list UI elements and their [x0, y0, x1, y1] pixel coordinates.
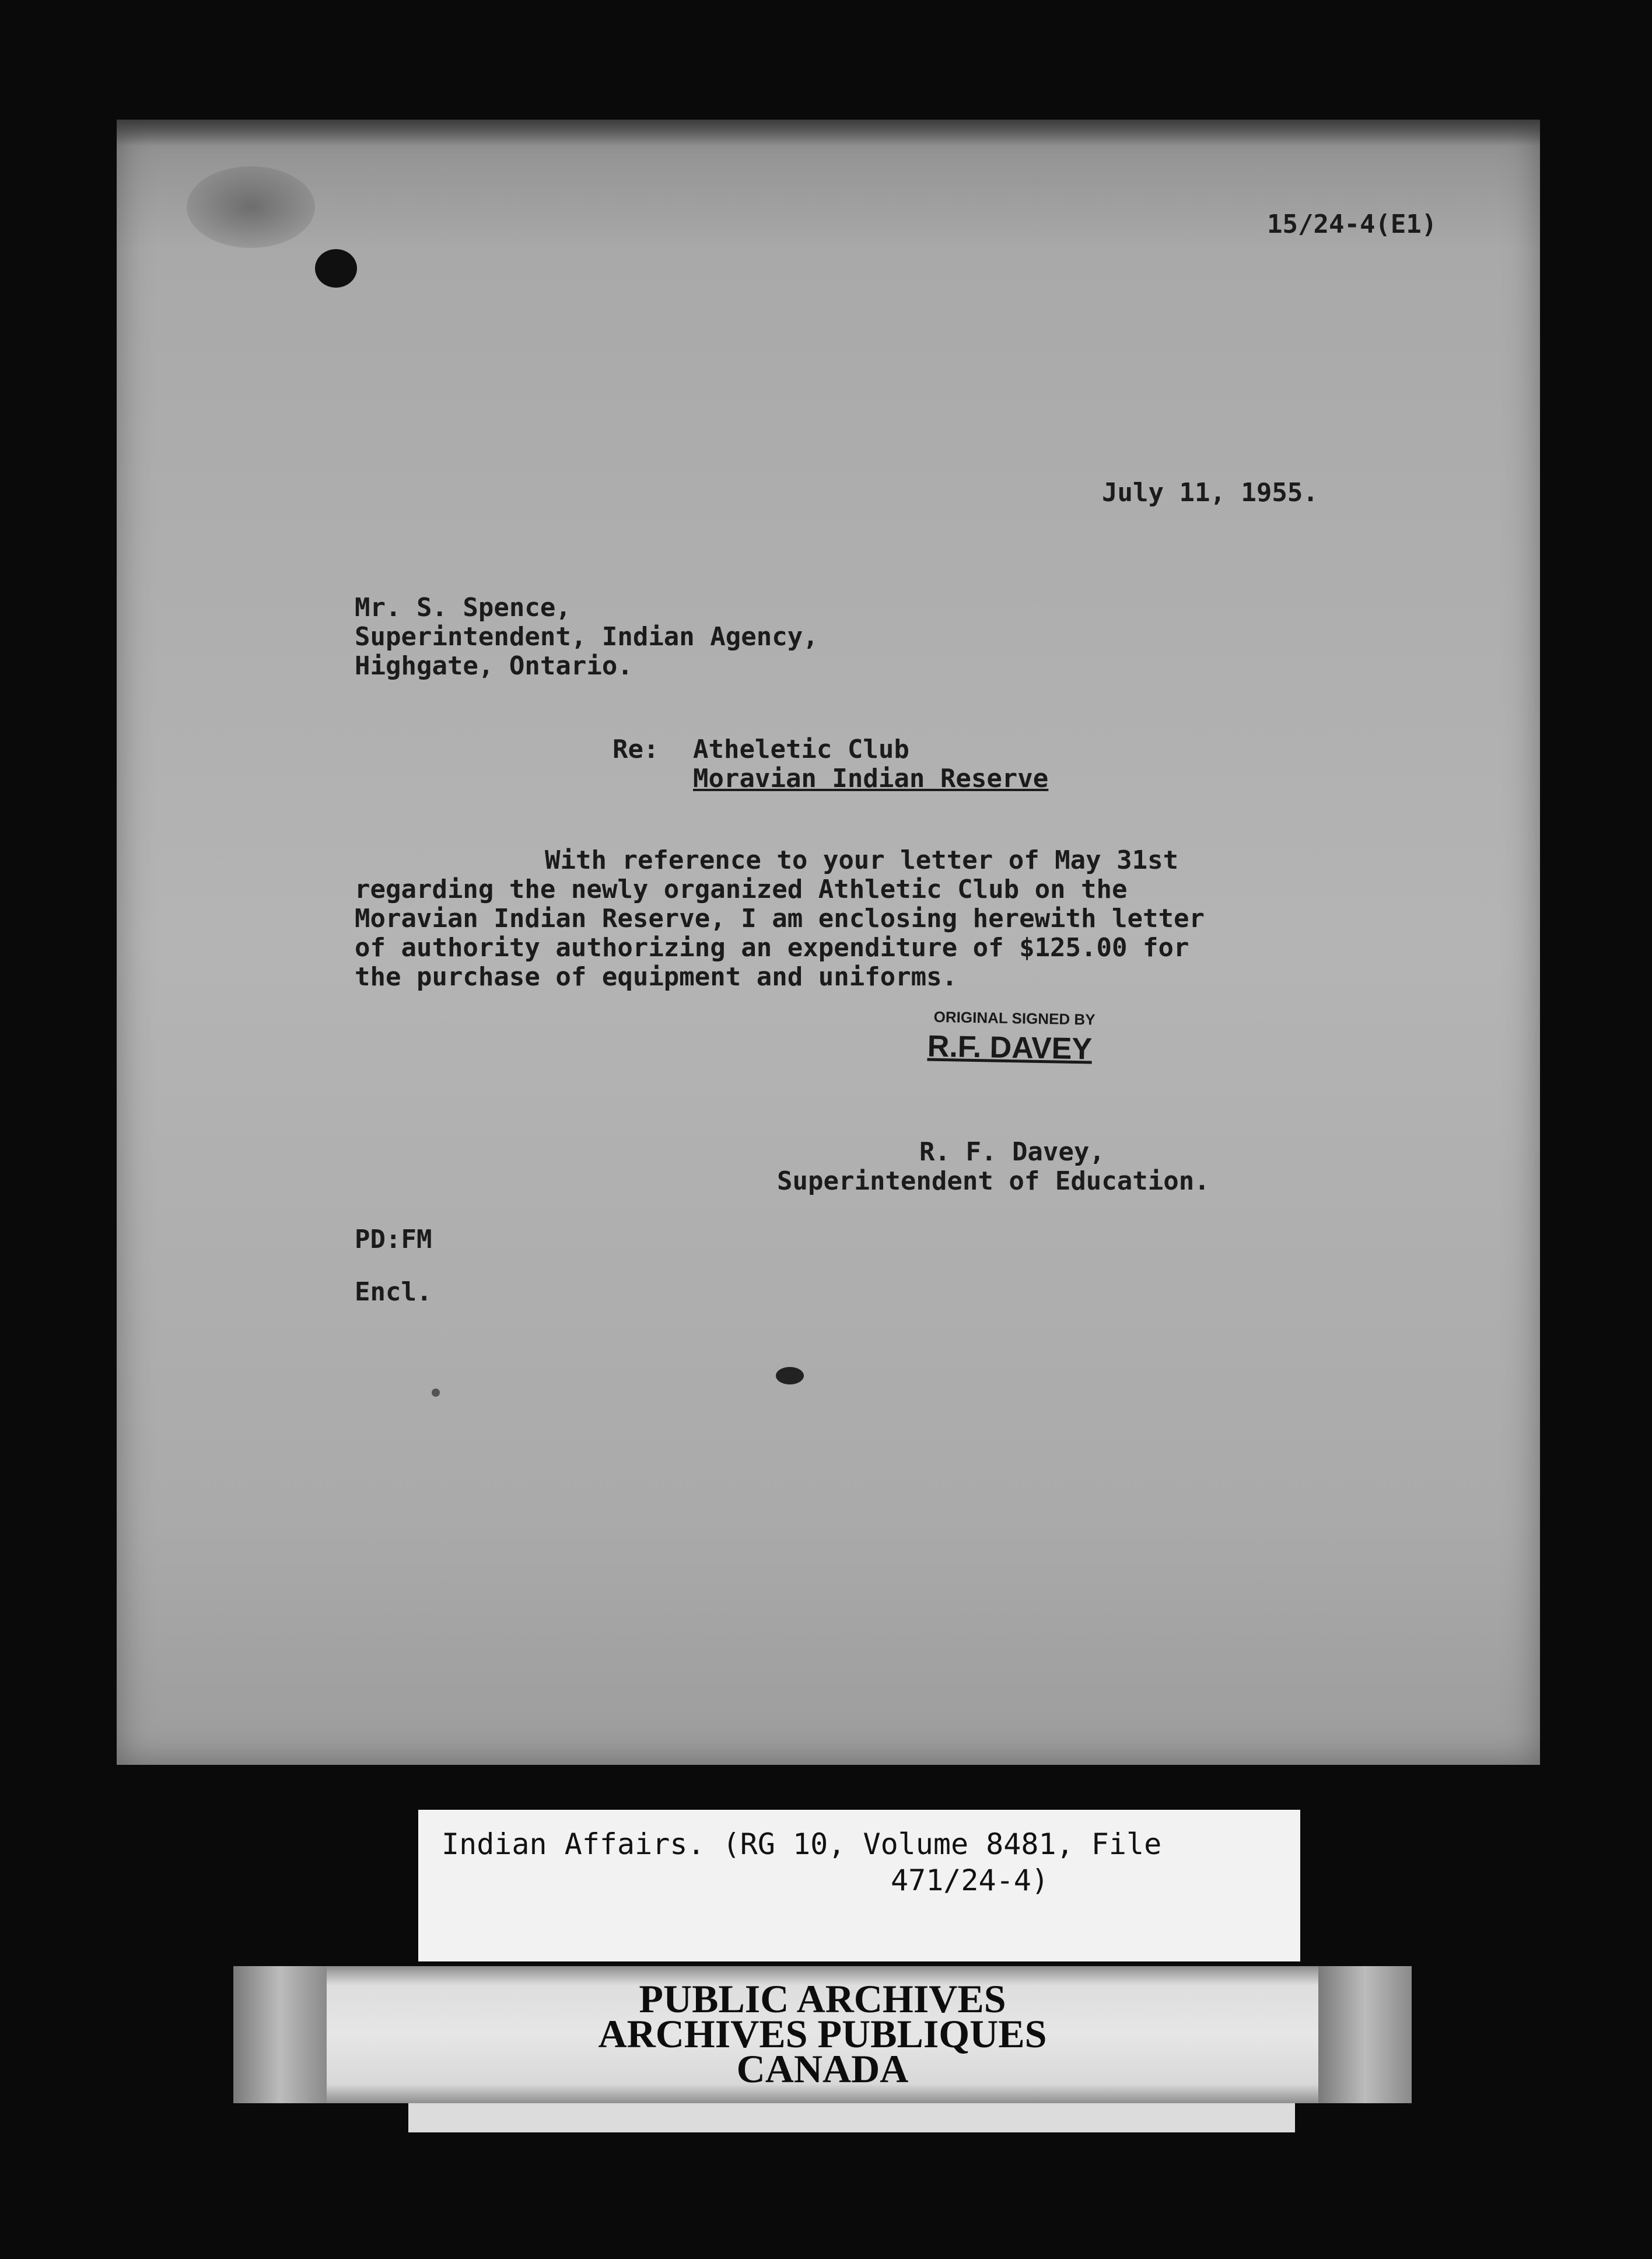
body-line: Moravian Indian Reserve, I am enclosing herewith letter	[355, 904, 1205, 933]
archive-name-french: ARCHIVES PUBLIQUES	[598, 2012, 1047, 2056]
signature-stamp	[921, 1008, 1097, 1075]
letter-page	[117, 120, 1540, 1765]
enclosure-note: Encl.	[355, 1277, 432, 1307]
recipient-position: Superintendent, Indian Agency,	[355, 622, 818, 652]
signer-title: Superintendent of Education.	[777, 1166, 1210, 1196]
subject-line-2: Moravian Indian Reserve	[693, 764, 1049, 793]
punch-hole	[315, 249, 357, 288]
archive-country: CANADA	[736, 2047, 909, 2091]
archive-banner	[233, 1966, 1412, 2103]
archive-reference-line-1: Indian Affairs. (RG 10, Volume 8481, File	[442, 1827, 1162, 1861]
stamp-caption: ORIGINAL SIGNED BY	[933, 1008, 1096, 1029]
ink-blot	[776, 1367, 804, 1384]
typist-initials: PD:FM	[355, 1225, 432, 1254]
archive-reference-label	[418, 1810, 1300, 1961]
letter-date: July 11, 1955.	[1102, 478, 1318, 508]
subject-line-1: Atheletic Club	[693, 735, 909, 764]
archive-name-english: PUBLIC ARCHIVES	[639, 1977, 1006, 2021]
body-line: With reference to your letter of May 31st	[545, 845, 1179, 875]
body-line: the purchase of equipment and uniforms.	[355, 962, 958, 992]
corner-smudge	[187, 166, 315, 248]
recipient-location: Highgate, Ontario.	[355, 651, 633, 681]
recipient-name: Mr. S. Spence,	[355, 593, 571, 623]
body-line: of authority authorizing an expenditure of $125.00 for	[355, 933, 1189, 963]
subject-label: Re:	[612, 735, 659, 764]
archive-reference-line-2: 471/24-4)	[891, 1863, 1049, 1897]
file-reference: 15/24-4(E1)	[1267, 209, 1437, 239]
stamp-name: R.F. DAVEY	[927, 1029, 1093, 1066]
ink-dot	[432, 1389, 440, 1397]
signer-name: R. F. Davey,	[919, 1137, 1105, 1167]
page-top-shadow	[117, 120, 1540, 146]
body-line: regarding the newly organized Athletic Club on the	[355, 875, 1128, 904]
